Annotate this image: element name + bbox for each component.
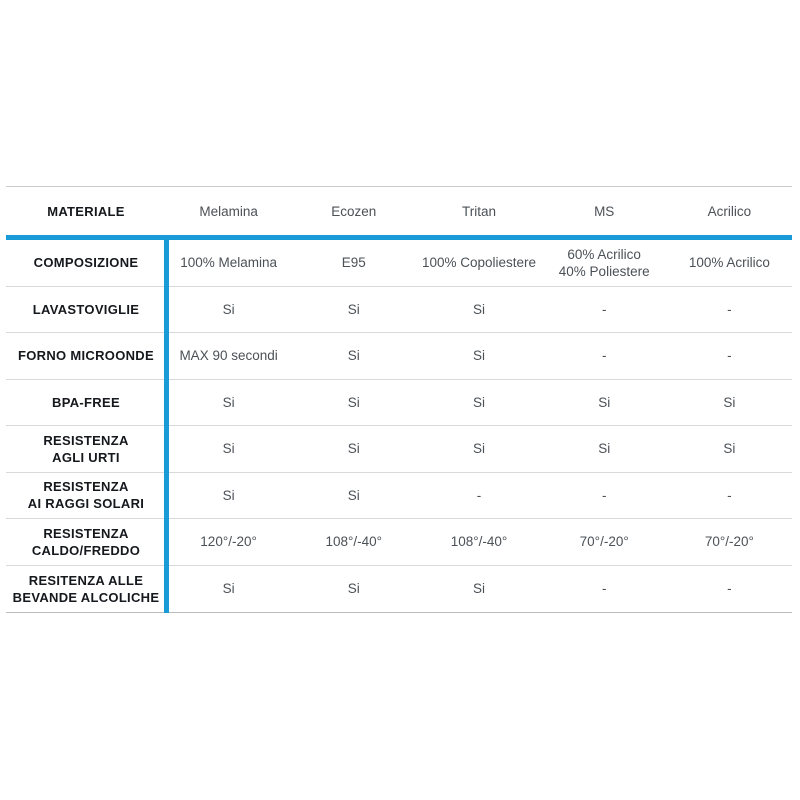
row-label: RESISTENZA AGLI URTI xyxy=(43,432,129,465)
data-cell: Si xyxy=(347,441,360,457)
row-label: BPA-FREE xyxy=(52,394,120,410)
data-cell: Si xyxy=(598,441,611,457)
data-cell: Si xyxy=(347,301,360,317)
data-cell: 100% Melamina xyxy=(180,255,277,271)
data-cell: - xyxy=(727,301,732,317)
data-cell: 60% Acrilico 40% Poliestere xyxy=(558,246,650,279)
data-cell: 108°/-40° xyxy=(325,534,383,550)
row-label: RESISTENZA CALDO/FREDDO xyxy=(31,525,141,558)
data-cell: Si xyxy=(723,441,736,457)
table-row-composizione xyxy=(6,240,792,287)
data-cell: Si xyxy=(347,394,360,410)
row-label: RESISTENZA AI RAGGI SOLARI xyxy=(27,479,145,512)
materials-comparison-table xyxy=(6,186,792,613)
table-row-resistenza-urti xyxy=(6,426,792,473)
header-cell-acrilico: Acrilico xyxy=(707,203,752,219)
data-cell: Si xyxy=(472,394,485,410)
accent-vertical-divider xyxy=(164,235,169,613)
data-cell: Si xyxy=(598,394,611,410)
table-row-resistenza-caldo-freddo xyxy=(6,519,792,566)
data-cell: Si xyxy=(222,487,235,503)
data-cell: - xyxy=(727,581,732,597)
header-cell-materiale: MATERIALE xyxy=(47,203,125,219)
data-cell: - xyxy=(601,348,607,364)
data-cell: Si xyxy=(222,394,235,410)
data-cell: 120°/-20° xyxy=(200,534,257,550)
data-cell: Si xyxy=(222,581,235,597)
row-label: COMPOSIZIONE xyxy=(33,255,139,271)
table-row-resistenza-raggi-solari xyxy=(6,473,792,520)
table-row-forno-microonde xyxy=(6,333,792,380)
row-label: RESITENZA ALLE BEVANDE ALCOLICHE xyxy=(12,572,160,605)
table-row-bpa-free xyxy=(6,380,792,427)
data-cell: 100% Acrilico xyxy=(688,255,770,271)
data-cell: - xyxy=(727,348,732,364)
data-cell: Si xyxy=(347,581,360,597)
data-cell: Si xyxy=(222,301,235,317)
data-cell: Si xyxy=(472,441,485,457)
data-cell: Si xyxy=(472,581,485,597)
data-cell: Si xyxy=(472,301,485,317)
table-row-lavastoviglie xyxy=(6,287,792,334)
header-cell-melamina: Melamina xyxy=(199,203,258,219)
row-label: LAVASTOVIGLIE xyxy=(32,301,140,317)
data-cell: Si xyxy=(347,487,360,503)
data-cell: - xyxy=(601,487,607,503)
data-cell: MAX 90 secondi xyxy=(179,348,278,364)
header-cell-ecozen: Ecozen xyxy=(331,203,377,219)
table-row-resistenza-bevande-alcoliche xyxy=(6,566,792,613)
table-body xyxy=(6,240,792,613)
header-cell-tritan: Tritan xyxy=(461,203,496,219)
data-cell: - xyxy=(601,581,607,597)
data-cell: 108°/-40° xyxy=(450,534,508,550)
data-cell: Si xyxy=(472,348,485,364)
data-cell: 70°/-20° xyxy=(704,534,754,550)
data-cell: Si xyxy=(347,348,360,364)
data-cell: 70°/-20° xyxy=(579,534,629,550)
header-cell-ms: MS xyxy=(594,203,615,219)
data-cell: 100% Copoliestere xyxy=(421,255,537,271)
data-cell: Si xyxy=(222,441,235,457)
data-cell: E95 xyxy=(341,255,366,271)
data-cell: - xyxy=(601,301,607,317)
data-cell: - xyxy=(476,487,482,503)
row-label: FORNO MICROONDE xyxy=(18,348,154,364)
data-cell: - xyxy=(727,487,732,503)
data-cell: Si xyxy=(723,394,736,410)
table-header-row xyxy=(6,186,792,235)
